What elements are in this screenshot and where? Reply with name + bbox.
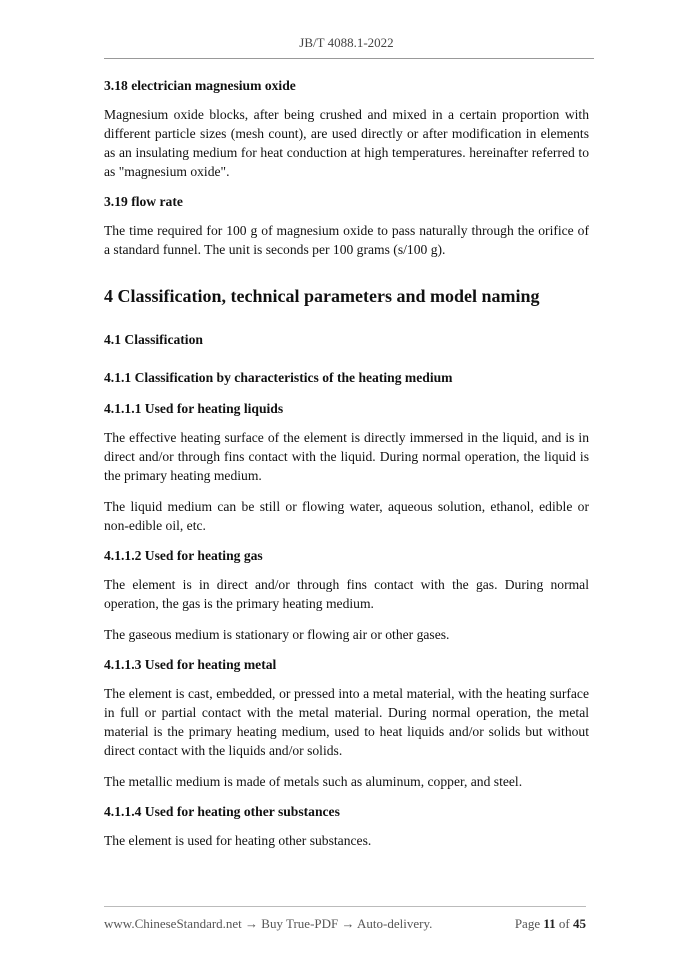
section-4-1-1-3-para-1: The element is cast, embedded, or pressed into a metal material, with the heating surface in full or partial contact with the metal material. During normal operation, the metal material is the primary heating medium, used to heat liquids and/or solids but without direct contact with the liquids and/or solids. <box>104 686 589 758</box>
section-4-1-1-title: 4.1.1 Classification by characteristics of the heating medium <box>104 370 453 385</box>
page-of: of <box>558 916 570 931</box>
section-4-1-1-3-title: 4.1.1.3 Used for heating metal <box>104 657 277 672</box>
section-3-18-text: Magnesium oxide blocks, after being crushed and mixed in a certain proportion with different particle sizes (mesh count), are used directly or after modification in elements as an insulating medium for heat conduction at high temperatures. hereinafter referred to as "magnesium oxide". <box>104 107 589 179</box>
section-4-1-1-1-para-1: The effective heating surface of the element is directly immersed in the liquid, and is in direct and/or through fins contact with the liquid. During normal operation, the liquid is the primary heating medium. <box>104 430 589 483</box>
header-divider <box>104 58 594 59</box>
section-4-1-1-2-para-1: The element is in direct and/or through fins contact with the gas. During normal operation, the gas is the primary heating medium. <box>104 577 589 611</box>
running-header: JB/T 4088.1-2022 <box>299 35 394 50</box>
section-4-1-1-3-para-2: The metallic medium is made of metals such as aluminum, copper, and steel. <box>104 774 523 789</box>
section-4-1-1-4-title: 4.1.1.4 Used for heating other substances <box>104 804 340 819</box>
section-4-1-title: 4.1 Classification <box>104 332 203 347</box>
page-total: 45 <box>573 916 586 931</box>
section-3-19-text: The time required for 100 g of magnesium oxide to pass naturally through the orifice of a standard funnel. The unit is seconds per 100 grams (s/100 g). <box>104 223 589 257</box>
section-4-1-1-4-para-1: The element is used for heating other substances. <box>104 833 372 848</box>
page-body <box>104 72 589 850</box>
section-3-18-title: 3.18 electrician magnesium oxide <box>104 78 296 93</box>
section-4-title: 4 Classification, technical parameters and model naming <box>104 286 540 306</box>
section-3-19-title: 3.19 flow rate <box>104 194 183 209</box>
section-4-1-1-1-title: 4.1.1.1 Used for heating liquids <box>104 401 284 416</box>
footer-divider <box>104 906 586 907</box>
footer-store-link[interactable]: www.ChineseStandard.net → Buy True-PDF → Auto-delivery. <box>104 916 433 931</box>
page-label: Page <box>514 916 541 931</box>
section-4-1-1-2-para-2: The gaseous medium is stationary or flowing air or other gases. <box>104 627 450 642</box>
page-current: 11 <box>543 916 556 931</box>
page-counter <box>515 916 586 932</box>
section-4-1-1-2-title: 4.1.1.2 Used for heating gas <box>104 548 263 563</box>
section-4-1-1-1-para-2: The liquid medium can be still or flowing water, aqueous solution, ethanol, edible or non-edible oil, etc. <box>104 499 589 533</box>
